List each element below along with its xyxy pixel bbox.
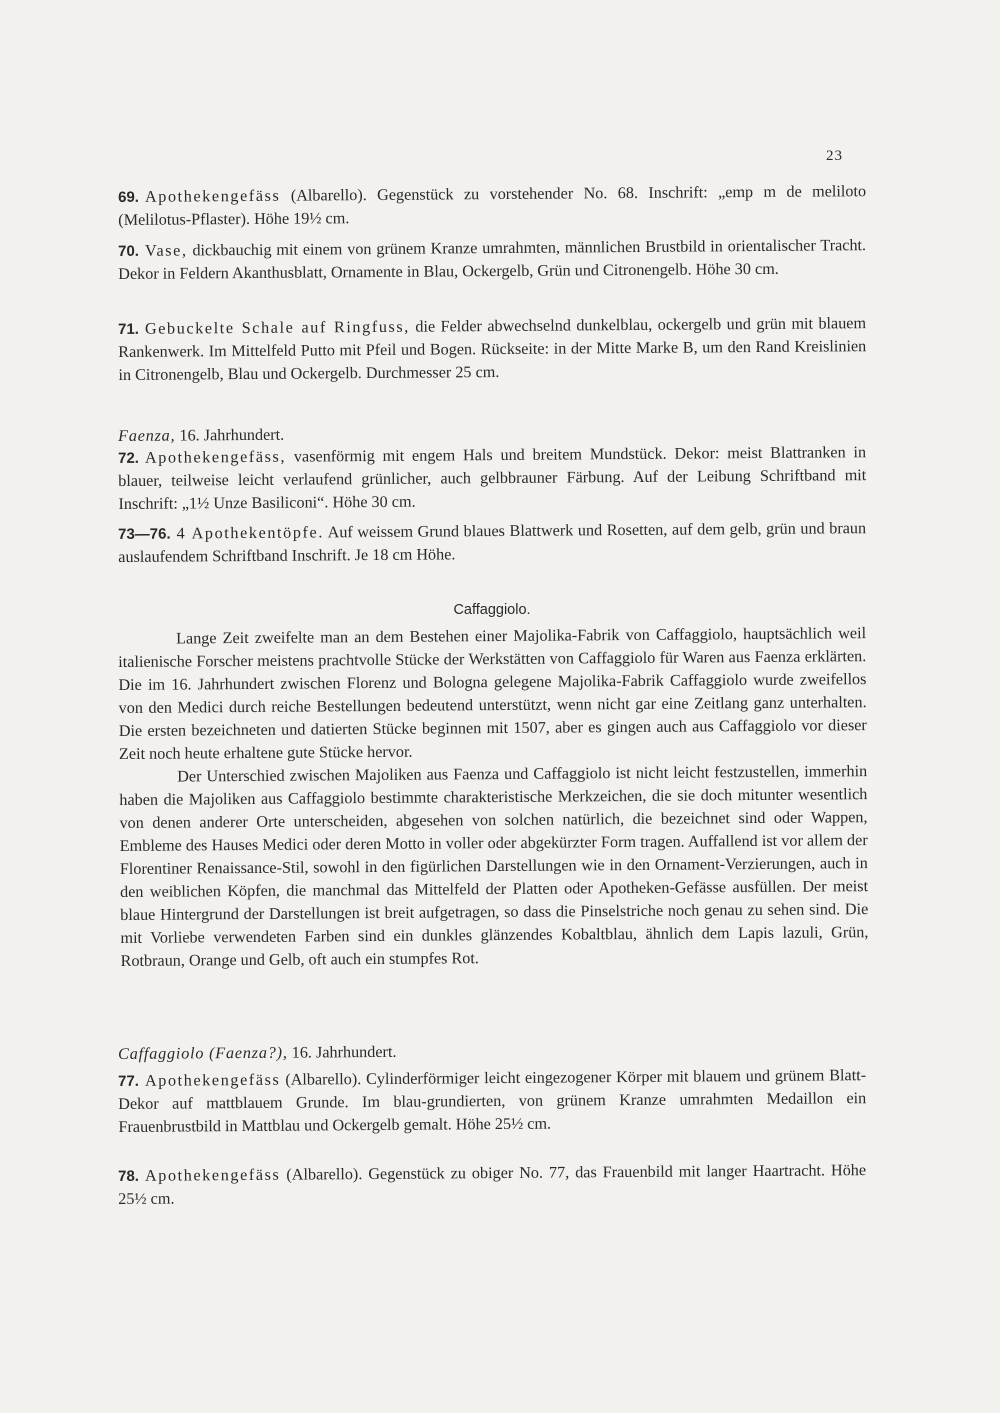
origin-place: Caffaggiolo (Faenza?), [118, 1043, 288, 1063]
entry-title: Vase, [144, 241, 188, 260]
section-heading: Caffaggiolo. [453, 602, 531, 618]
entry-number: 73—76. [118, 525, 171, 543]
entry-number: 71. [118, 320, 140, 338]
entry-text: vasenförmig mit engem Hals und breitem Mundstück. Dekor: meist Blattranken in blauer, teilweise leicht verlaufend grünlicher, auch gelbbrauner Färbung. Auf der Leibung Schriftband mit Inschrift: „1½ Unze Basiliconi“. Höhe 30 cm. [118, 443, 867, 513]
entry-71 [118, 312, 867, 387]
entry-title: Apothekengefäss [144, 1070, 281, 1090]
origin-caffaggiolo [118, 1037, 866, 1066]
entry-77 [118, 1064, 867, 1139]
entry-text: (Albarello). Gegenstück zu obiger No. 77, das Frauenbild mit langer Haartracht. Höhe 25½ cm. [118, 1161, 867, 1208]
entry-title: Apothekengefäss [144, 186, 281, 206]
entry-number: 69. [118, 188, 140, 206]
entry-title: Apothekengefäss [144, 1165, 281, 1185]
entry-title: Gebuckelte Schale auf Ringfuss, [144, 317, 410, 338]
entry-number: 70. [118, 242, 140, 260]
body-text [118, 622, 869, 973]
entry-69 [118, 180, 866, 232]
origin-place: Faenza, [118, 426, 176, 445]
entry-78 [118, 1159, 866, 1211]
entry-72 [118, 441, 867, 516]
entry-number: 78. [118, 1167, 140, 1185]
entry-text: dickbauchig mit einem von grünem Kranze umrahmten, männlichen Brustbild in orientalischer Tracht. Dekor in Feldern Akanthusblatt, Ornamente in Blau, Ockergelb, Grün und Citronengelb. Höhe 30 cm. [118, 236, 867, 283]
page-number: 23 [826, 148, 843, 164]
entry-title: Apothekengefäss, [144, 447, 287, 467]
entry-text: die Felder abwechselnd dunkelblau, ockergelb und grün mit blauem Rankenwerk. Im Mittelfeld Putto mit Pfeil und Bogen. Rückseite: in der Mitte Marke B, um den Rand Kreislinien in Citronengelb, Blau und Ockergelb. Durchmesser 25 cm. [118, 314, 867, 384]
entry-title: 4 Apothekentöpfe. [176, 523, 324, 543]
origin-century: 16. Jahrhundert. [175, 425, 285, 445]
origin-century: 16. Jahrhundert. [287, 1042, 397, 1062]
entry-text: Auf weissem Grund blaues Blattwerk und Rosetten, auf dem gelb, grün und braun auslaufendem Schriftband Inschrift. Je 18 cm Höhe. [118, 519, 867, 566]
entry-number: 72. [118, 449, 140, 467]
entry-text: (Albarello). Cylinderförmiger leicht eingezogener Körper mit blauem und grünem Blatt-Dekor auf mattblauem Grunde. Im blau-grundierten, von grünem Kranze umrahmten Medaillon ein Frauenbrustbild in Mattblau und Ockergelb gemalt. Höhe 25½ cm. [118, 1066, 867, 1136]
paragraph: Der Unterschied zwischen Majoliken aus Faenza und Caffaggiolo ist nicht leicht festzustellen, immerhin haben die Majoliken aus Caffaggiolo bestimmte charakteristische Merkzeichen, die sie doch mitunter wesentlich von denen anderer Orte unterscheiden, abgesehen von solchen natürlich, die bezeichnet sind oder Wappen, Embleme des Hauses Medici oder deren Motto in voller oder abgekürzter Form tragen. Auffallend ist vor allem der Florentiner Renaissance-Stil, sowohl in den figürlichen Darstellungen wie in den Ornament-Verzierungen, auch in den weiblichen Köpfen, die manchmal das Mittelfeld der Platten oder Apotheken-Gefässe ausfüllen. Der meist blaue Hintergrund der Darstellungen ist breit aufgetragen, so dass die Pinselstriche noch genau zu sehen sind. Die mit Vorliebe verwendeten Farben sind ein dunkles glänzendes Kobaltblau, ähnlich dem Lapis lazuli, Grün, Rotbraun, Orange und Gelb, oft auch ein stumpfes Rot. [119, 762, 869, 970]
entry-70 [118, 234, 866, 286]
entry-text: (Albarello). Gegenstück zu vorstehender No. 68. Inschrift: „emp m de meliloto (Melilotus-Pflaster). Höhe 19½ cm. [118, 182, 867, 229]
paragraph: Lange Zeit zweifelte man an dem Bestehen einer Majolika-Fabrik von Caffaggiolo, hauptsächlich weil italienische Forscher meistens prachtvolle Stücke der Werkstätten von Caffaggiolo für Waren aus Faenza erklärten. Die im 16. Jahrhundert zwischen Florenz und Bologna gelegene Majolika-Fabrik Caffaggiolo wurde zweifellos von den Medici durch reiche Bestellungen bedeutend unterstützt, wenn nicht gar eine Zeitlang ganz unterhalten. Die ersten bezeichneten und datierten Stücke beginnen mit 1507, aber es gingen auch aus Caffaggiolo vor dieser Zeit noch heute erhaltene gute Stücke hervor. [118, 624, 867, 763]
entry-number: 77. [118, 1072, 140, 1090]
entry-73-76 [118, 517, 866, 569]
